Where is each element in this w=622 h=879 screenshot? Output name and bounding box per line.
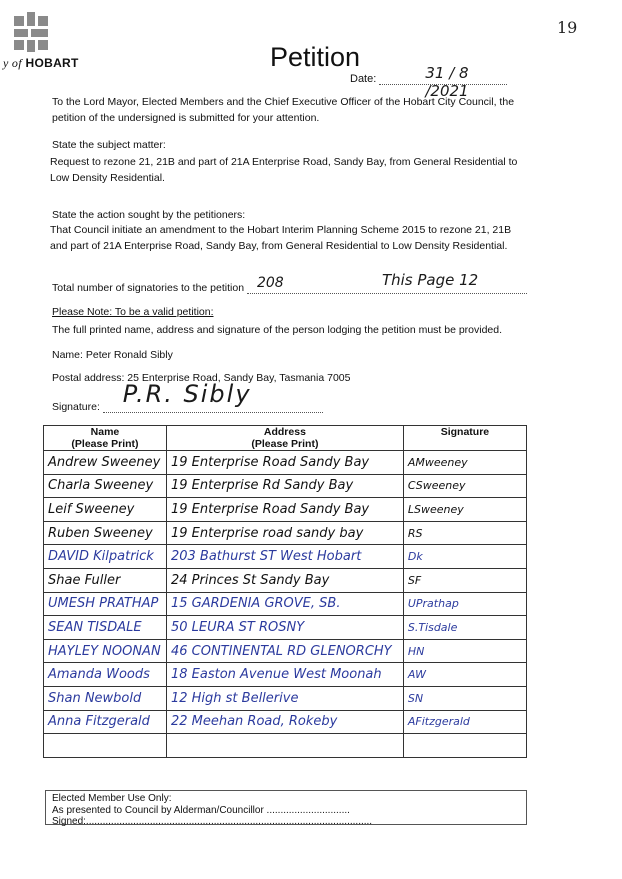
cell-address: 24 Princes St Sandy Bay (166, 568, 403, 592)
cell-name: Charla Sweeney (44, 474, 167, 498)
date-field (350, 64, 507, 100)
cell-address: 19 Enterprise Road Sandy Bay (166, 451, 403, 475)
cell-name: HAYLEY NOONAN (44, 639, 167, 663)
cell-address: 19 Enterprise Rd Sandy Bay (166, 474, 403, 498)
elected-title: Elected Member Use Only: (52, 793, 172, 804)
cell-signature: UPrathap (403, 592, 526, 616)
elected-member-box (45, 790, 527, 825)
lodger-postal: Postal address: 25 Enterprise Road, Sandy Bay, Tasmania 7005 (52, 372, 351, 384)
cell-address: 203 Bathurst ST West Hobart (166, 545, 403, 569)
signatories-label: Total number of signatories to the petition (52, 282, 245, 294)
cell-name: Andrew Sweeney (44, 451, 167, 475)
cell-signature: S.Tisdale (403, 616, 526, 640)
table-row (44, 568, 527, 592)
cell-signature: Dk (403, 545, 526, 569)
lodger-signature-value: P.R. Sibly (122, 380, 252, 408)
cell-name: UMESH PRATHAP (44, 592, 167, 616)
signatories-field (52, 271, 527, 294)
cell-name: Anna Fitzgerald (44, 710, 167, 734)
cell-name: Leif Sweeney (44, 498, 167, 522)
signatories-count: 208 (256, 275, 284, 291)
cell-address: 12 High st Bellerive (166, 686, 403, 710)
cell-name (44, 734, 167, 758)
cell-name: Shae Fuller (44, 568, 167, 592)
cell-signature: AFitzgerald (403, 710, 526, 734)
cell-name: SEAN TISDALE (44, 616, 167, 640)
table-row (44, 592, 527, 616)
table-row (44, 734, 527, 758)
cell-signature: RS (403, 521, 526, 545)
lodger-postal-value: 25 Enterprise Road, Sandy Bay, Tasmania 7005 (127, 372, 351, 384)
cell-name: Amanda Woods (44, 663, 167, 687)
header-address: Address (Please Print) (166, 426, 403, 451)
date-label: Date: (350, 73, 377, 85)
subject-text: Request to rezone 21, 21B and part of 21A Enterprise Road, Sandy Bay, from General Residential to Low Density Residential. (50, 156, 518, 184)
cell-signature: AW (403, 663, 526, 687)
cell-signature: CSweeney (403, 474, 526, 498)
cell-address: 18 Easton Avenue West Moonah (166, 663, 403, 687)
elected-signed: Signed:....................................................................................................... (52, 816, 373, 827)
cell-signature: SN (403, 686, 526, 710)
cell-address: 46 CONTINENTAL RD GLENORCHY (166, 639, 403, 663)
table-row (44, 451, 527, 475)
cell-address: 50 LEURA ST ROSNY (166, 616, 403, 640)
table-row (44, 686, 527, 710)
signatures-table (43, 425, 527, 758)
table-row (44, 521, 527, 545)
action-label: State the action sought by the petitioners: (52, 209, 246, 221)
elected-presented: As presented to Council by Alderman/Councillor .............................. (52, 804, 350, 816)
notice-label: Please Note: To be a valid petition: (52, 306, 214, 318)
date-value: 31 / 8 /2021 (425, 64, 469, 100)
table-row (44, 710, 527, 734)
table-row (44, 545, 527, 569)
page-number: 19 (557, 18, 578, 37)
page-title: Petition (269, 42, 361, 72)
table-row (44, 616, 527, 640)
action-text: That Council initiate an amendment to the Hobart Interim Planning Scheme 2015 to rezone 21, 21B and part of 21A Enterprise Road, Sandy Bay, from General Residential to Low Density Residential. (50, 224, 512, 252)
cell-address: 22 Meehan Road, Rokeby (166, 710, 403, 734)
signatories-page-note: This Page 12 (381, 271, 479, 289)
cell-signature: SF (403, 568, 526, 592)
header-name: Name (Please Print) (44, 426, 167, 451)
table-row (44, 474, 527, 498)
lodger-name: Name: Peter Ronald Sibly (52, 349, 173, 361)
lodger-signature: Signature: P.R. Sibly (52, 400, 323, 413)
cell-name: Shan Newbold (44, 686, 167, 710)
cell-address: 19 Enterprise road sandy bay (166, 521, 403, 545)
table-row (44, 639, 527, 663)
cell-name: Ruben Sweeney (44, 521, 167, 545)
table-row (44, 663, 527, 687)
cell-signature: LSweeney (403, 498, 526, 522)
cell-signature (403, 734, 526, 758)
cell-address: 15 GARDENIA GROVE, SB. (166, 592, 403, 616)
cell-signature: HN (403, 639, 526, 663)
table-row (44, 498, 527, 522)
intro-text: To the Lord Mayor, Elected Members and the Chief Executive Officer of the Hobart City Council, the petition of the undersigned is submitted for your attention. (52, 96, 515, 124)
cell-address (166, 734, 403, 758)
cell-address: 19 Enterprise Road Sandy Bay (166, 498, 403, 522)
notice-text: The full printed name, address and signature of the person lodging the petition must be provided. (52, 324, 503, 336)
table-header-row (44, 426, 527, 451)
city-logo: y of HOBART (3, 56, 79, 70)
cell-signature: AMweeney (403, 451, 526, 475)
lodger-name-value: Peter Ronald Sibly (85, 349, 173, 361)
subject-label: State the subject matter: (52, 139, 166, 151)
header-signature: Signature (403, 426, 526, 451)
cell-name: DAVID Kilpatrick (44, 545, 167, 569)
